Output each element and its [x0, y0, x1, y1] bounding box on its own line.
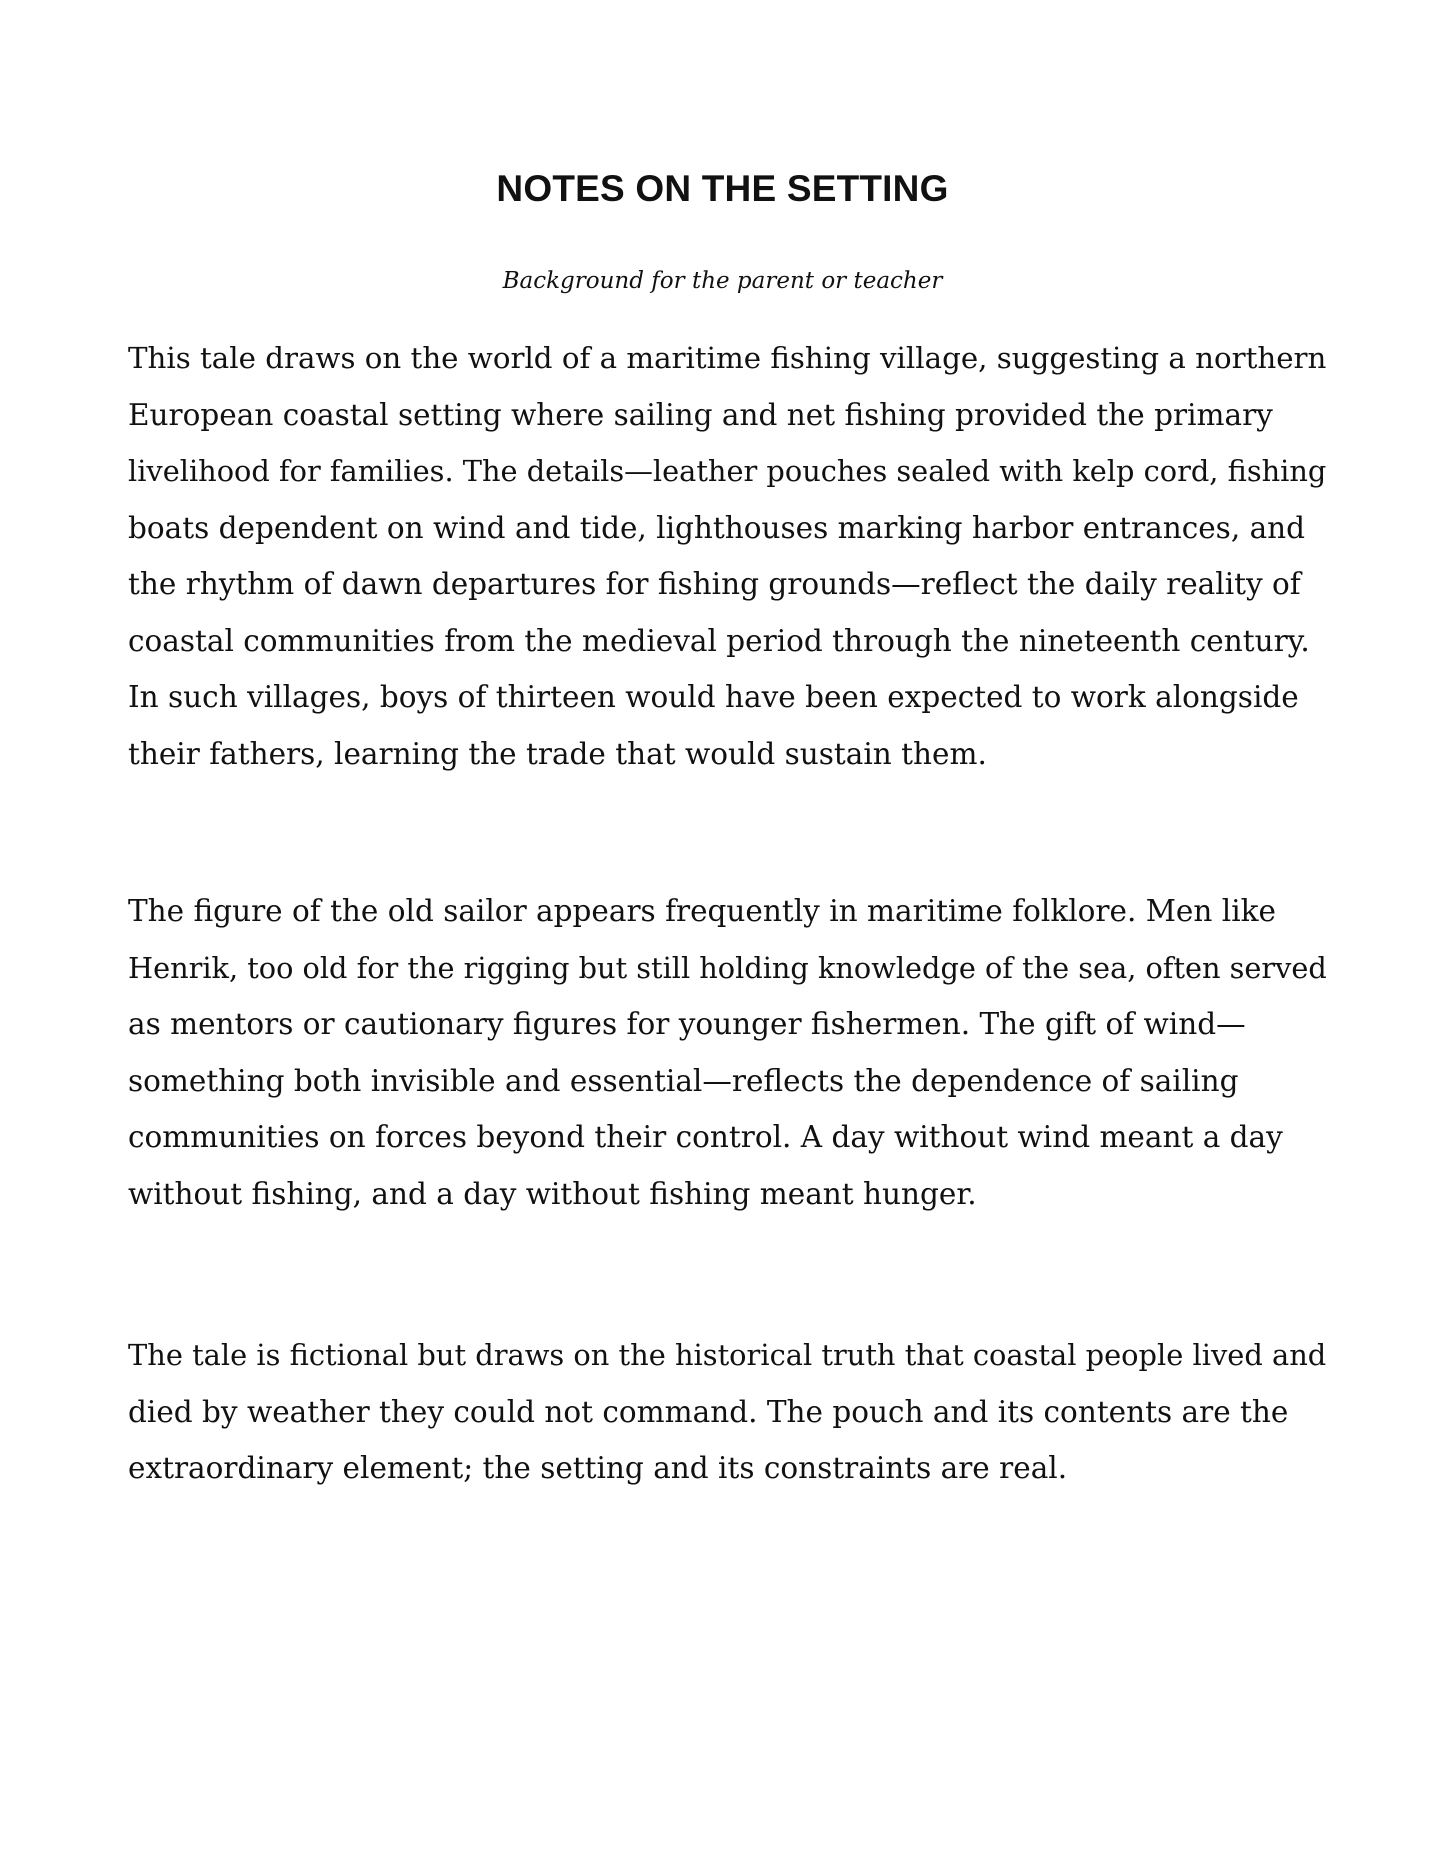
- paragraph-line: European coastal setting where sailing and net fishing provided the primary: [128, 397, 1273, 432]
- page-title: NOTES ON THE SETTING: [496, 168, 949, 209]
- paragraph-line: the rhythm of dawn departures for fishing grounds—reflect the daily reality of: [128, 567, 1301, 601]
- paragraph-line: as mentors or cautionary figures for younger fishermen. The gift of wind—: [128, 1007, 1246, 1041]
- paragraph-line: communities on forces beyond their control. A day without wind meant a day: [128, 1120, 1283, 1154]
- paragraph-line: In such villages, boys of thirteen would have been expected to work alongside: [128, 680, 1299, 714]
- paragraph-line: boats dependent on wind and tide, lighthouses marking harbor entrances, and: [128, 510, 1306, 545]
- paragraph-line: livelihood for families. The details—leather pouches sealed with kelp cord, fishing: [128, 454, 1327, 488]
- paragraph-2: [128, 883, 1333, 1222]
- paragraph-3: [128, 1327, 1333, 1497]
- page-subtitle: Background for the parent or teacher: [502, 268, 943, 294]
- paragraph-1: [128, 330, 1333, 782]
- paragraph-line: The tale is fictional but draws on the historical truth that coastal people lived and: [128, 1338, 1327, 1372]
- paragraph-line: died by weather they could not command. The pouch and its contents are the: [128, 1394, 1289, 1429]
- paragraph-line: without fishing, and a day without fishing meant hunger.: [128, 1176, 977, 1211]
- paragraph-line: extraordinary element; the setting and its constraints are real.: [128, 1451, 1068, 1485]
- paragraph-line: Henrik, too old for the rigging but still holding knowledge of the sea, often served: [128, 950, 1327, 985]
- paragraph-line: coastal communities from the medieval period through the nineteenth century.: [128, 623, 1310, 658]
- paragraph-line: something both invisible and essential—reflects the dependence of sailing: [128, 1063, 1239, 1098]
- paragraph-line: The figure of the old sailor appears frequently in maritime folklore. Men like: [128, 894, 1276, 928]
- paragraph-line: their fathers, learning the trade that would sustain them.: [128, 736, 987, 771]
- paragraph-line: This tale draws on the world of a maritime fishing village, suggesting a northern: [128, 341, 1327, 375]
